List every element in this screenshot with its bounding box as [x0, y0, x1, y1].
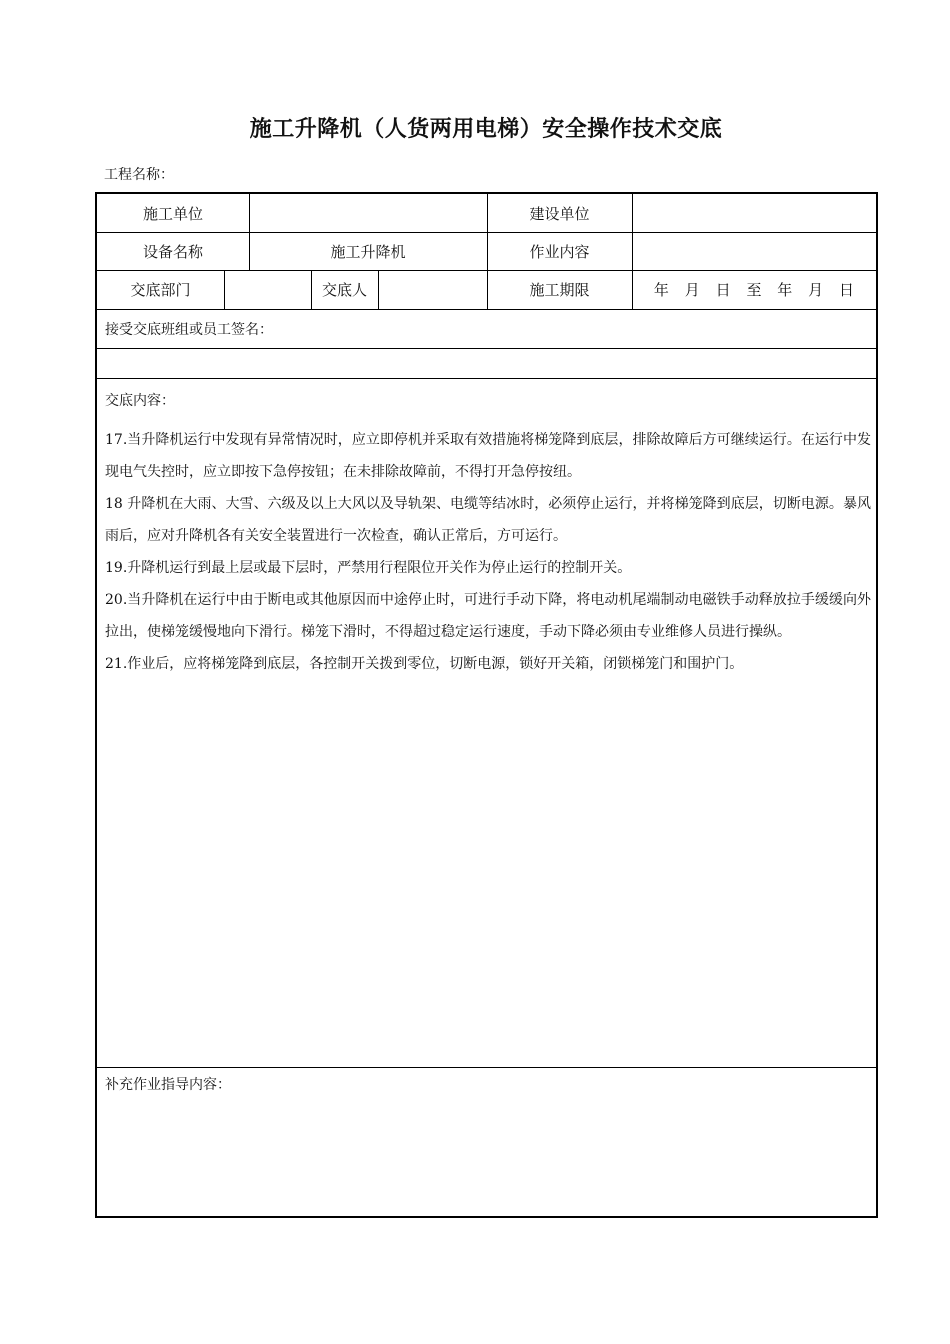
signature-field[interactable]	[97, 348, 876, 378]
row-divider	[97, 378, 876, 379]
row-divider	[97, 309, 876, 310]
equipment-name-value[interactable]: 施工升降机	[330, 242, 406, 261]
period-month: 月	[684, 281, 700, 299]
period-day: 日	[715, 281, 731, 299]
handover-person-label: 交底人	[321, 281, 367, 299]
content-item: 19.升降机运行到最上层或最下层时，严禁用行程限位开关作为停止运行的控制开关。	[105, 560, 632, 576]
content-item: 18 升降机在大雨、大雪、六级及以上大风以及导轨架、电缆等结冰时，必须停止运行，并将梯笼降到底层，切断电源。暴风雨后，应对升降机各有关安全装置进行一次检查，确认正常后，方可运行。	[105, 496, 871, 544]
project-name-label: 工程名称：	[104, 167, 174, 183]
period-year: 年	[653, 281, 669, 299]
content-item: 20.当升降机在运行中由于断电或其他原因而中途停止时，可进行手动下降，将电动机尾端制动电磁铁手动释放拉手缓缓向外拉出，使梯笼缓慢地向下滑行。梯笼下滑时，不得超过稳定运行速度，手动下降必须由专业维修人员进行操纵。	[105, 592, 871, 640]
page-title: 施工升降机（人货两用电梯）安全操作技术交底	[249, 117, 723, 142]
handover-form	[95, 192, 878, 1218]
period-day-end: 日	[838, 281, 854, 299]
period-to: 至	[746, 281, 762, 299]
builder-unit-label: 建设单位	[529, 204, 590, 223]
construction-unit-label: 施工单位	[142, 204, 203, 223]
period-value[interactable]	[632, 270, 876, 309]
period-month-end: 月	[808, 281, 824, 299]
work-content-label: 作业内容	[529, 242, 590, 261]
content-body	[105, 424, 871, 680]
builder-unit-value[interactable]	[632, 194, 876, 232]
handover-person-value[interactable]	[378, 270, 487, 309]
content-label: 交底内容：	[105, 393, 175, 409]
handover-dept-label: 交底部门	[130, 281, 191, 299]
period-label: 施工期限	[529, 281, 590, 299]
signature-label: 接受交底班组或员工签名：	[105, 322, 273, 338]
construction-unit-value[interactable]	[249, 194, 487, 232]
content-item: 17.当升降机运行中发现有异常情况时，应立即停机并采取有效措施将梯笼降到底层，排除故障后方可继续运行。在运行中发现电气失控时，应立即按下急停按钮；在未排除故障前，不得打开急停按纽。	[105, 432, 871, 480]
row-divider	[97, 1067, 876, 1068]
work-content-value[interactable]	[632, 232, 876, 270]
equipment-name-label: 设备名称	[142, 242, 203, 261]
supplement-label: 补充作业指导内容：	[105, 1077, 231, 1093]
period-year-end: 年	[777, 281, 793, 299]
content-item: 21.作业后，应将梯笼降到底层，各控制开关拨到零位，切断电源，锁好开关箱，闭锁梯笼门和围护门。	[105, 656, 744, 672]
handover-dept-value[interactable]	[224, 270, 311, 309]
